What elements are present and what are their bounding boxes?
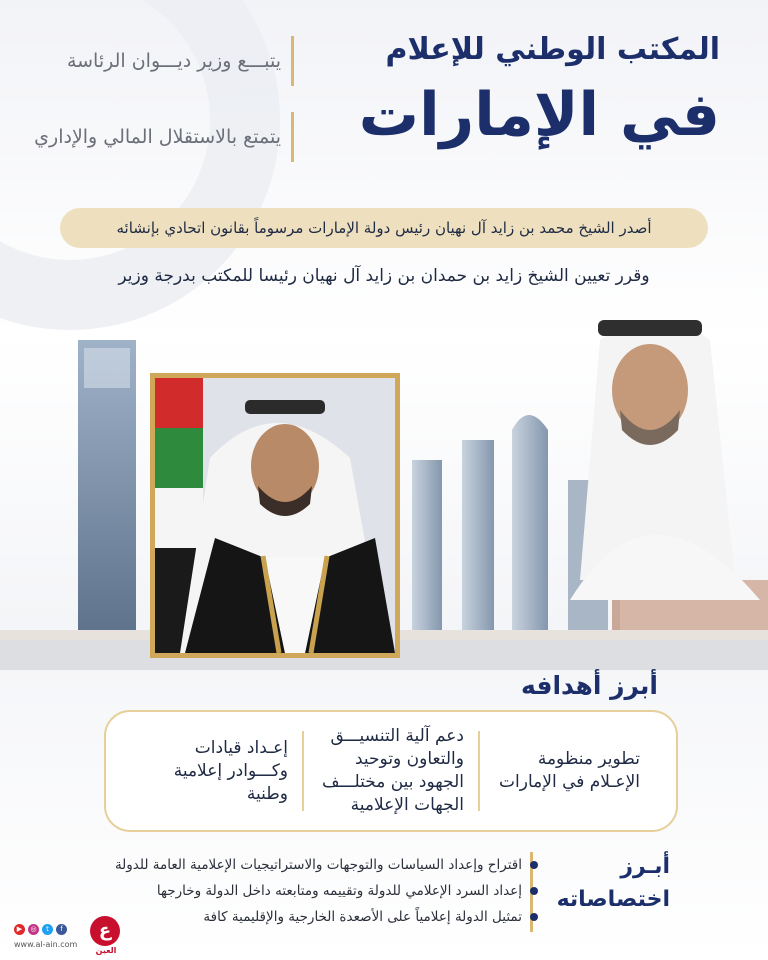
twitter-icon[interactable]: t — [42, 924, 53, 935]
website-link[interactable]: www.al-ain.com — [14, 940, 78, 949]
bullet-icon — [530, 887, 538, 895]
decree-banner: أصدر الشيخ محمد بن زايد آل نهيان رئيس دولة الإمارات مرسوماً بقانون اتحادي بإنشائه — [60, 208, 708, 248]
instagram-icon[interactable]: ◎ — [28, 924, 39, 935]
social-icons — [14, 924, 70, 935]
facebook-icon[interactable]: f — [56, 924, 67, 935]
portrait-frame — [150, 373, 400, 658]
feature-item — [24, 36, 294, 86]
goal-divider — [478, 731, 480, 811]
right-portrait-image — [560, 300, 768, 600]
logo-text: العين — [95, 946, 117, 955]
powers-heading — [540, 850, 670, 930]
power-item-text: اقتراح وإعداد السياسات والتوجهات والاستراتيجيات الإعلامية العامة للدولة — [114, 857, 522, 873]
goal-item: إعـداد قيادات وكـــوادر إعلامية وطنية — [173, 737, 288, 804]
goal-divider — [302, 731, 304, 811]
feature-accent-bar — [291, 36, 294, 86]
feature-text: يتبـــع وزير ديـــوان الرئاسة — [66, 49, 281, 72]
powers-heading-line1: أبـرز — [620, 854, 670, 879]
goals-box — [104, 710, 678, 832]
power-item-text: إعداد السرد الإعلامي للدولة وتقييمه ومتابعته داخل الدولة وخارجها — [156, 883, 522, 899]
page-title-line2: في الإمارات — [358, 80, 720, 150]
power-item — [40, 878, 538, 904]
feature-accent-bar — [291, 112, 294, 162]
goal-item: دعم آلية التنسيـــق والتعاون وتوحيد الجهود بين مختلـــف الجهات الإعلامية — [321, 726, 464, 815]
feature-text: يتمتع بالاستقلال المالي والإداري — [34, 125, 281, 148]
powers-heading-line2: اختصاصاته — [556, 887, 670, 912]
power-item — [40, 852, 538, 878]
al-ain-logo-icon[interactable]: ع — [90, 916, 120, 946]
bullet-icon — [530, 861, 538, 869]
page-title-line1: المكتب الوطني للإعلام — [385, 32, 720, 67]
title-block — [330, 28, 720, 158]
side-features — [24, 36, 294, 188]
youtube-icon[interactable]: ▶ — [14, 924, 25, 935]
bullet-icon — [530, 913, 538, 921]
footer — [14, 912, 124, 956]
power-item-text: تمثيل الدولة إعلامياً على الأصعدة الخارجية والإقليمية كافة — [203, 909, 522, 925]
feature-item — [24, 112, 294, 162]
framed-portrait-image — [155, 378, 395, 653]
goal-item: تطوير منظومة الإعـلام في الإمارات — [499, 749, 640, 792]
goals-heading: أبرز أهدافه — [520, 671, 658, 700]
appointment-text: وقرر تعيين الشيخ زايد بن حمدان بن زايد آل نهيان رئيسا للمكتب بدرجة وزير — [118, 266, 650, 286]
